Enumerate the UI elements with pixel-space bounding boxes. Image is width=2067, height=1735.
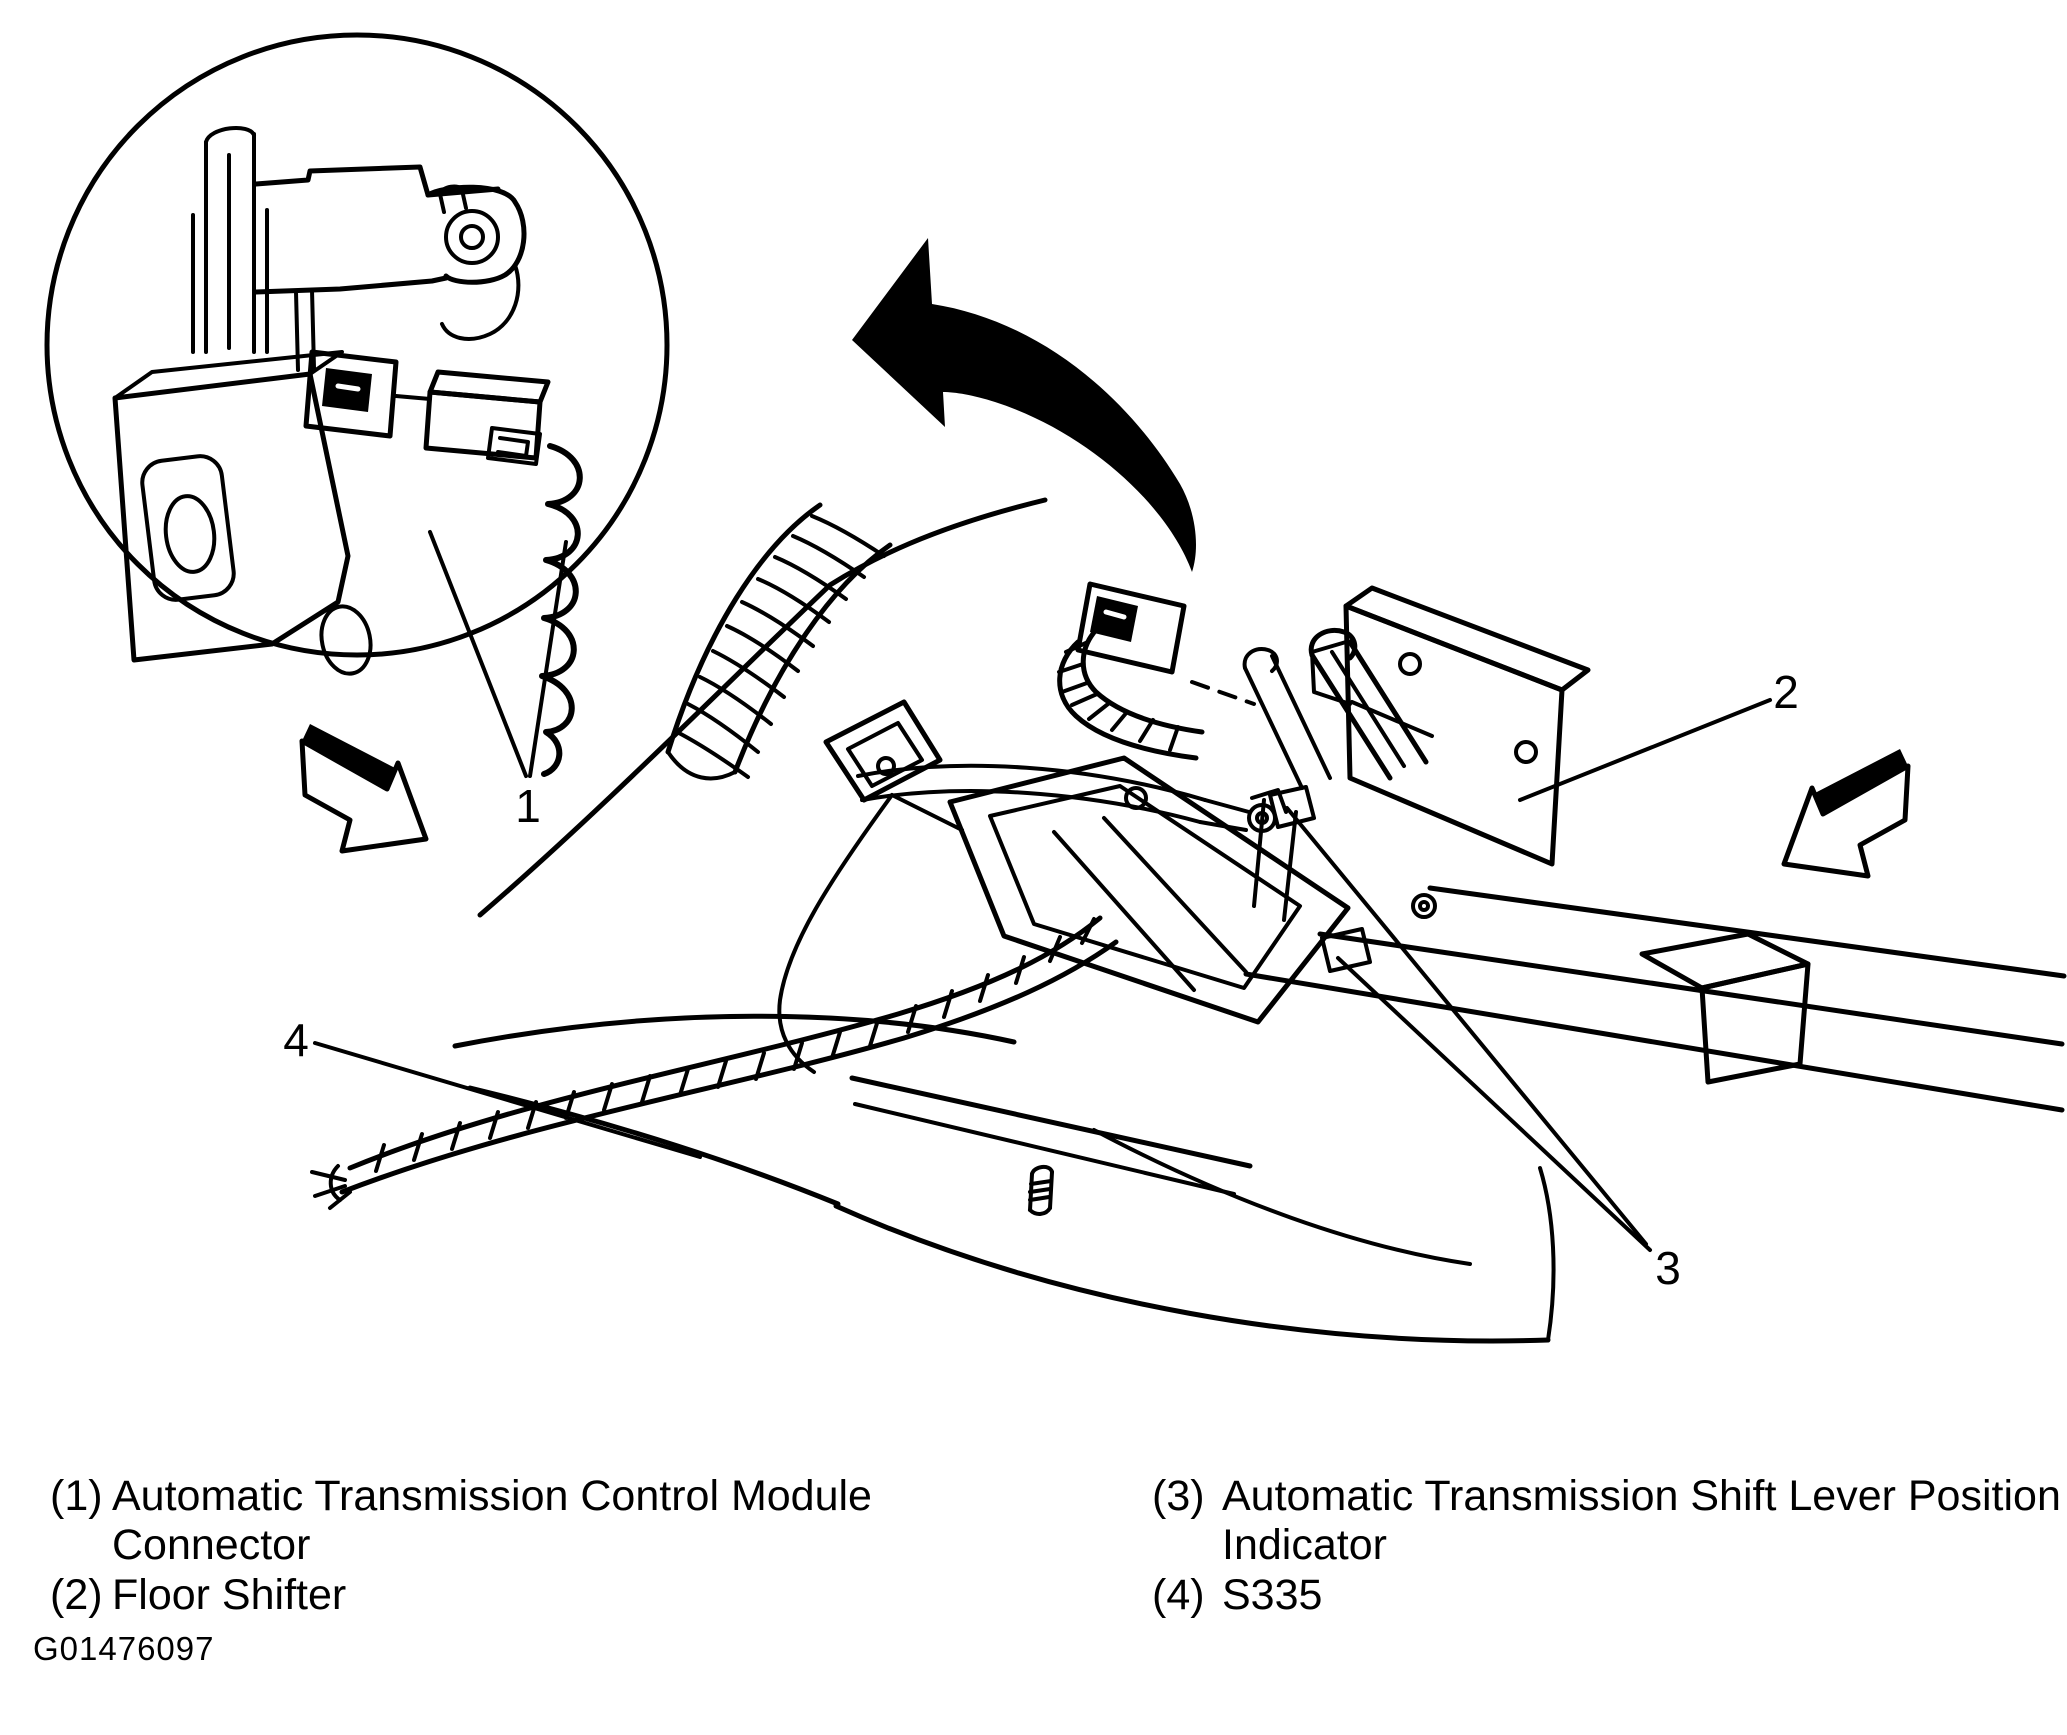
- inset-detail-circle: [47, 35, 667, 655]
- legend-item-1-line2: Connector: [112, 1521, 311, 1569]
- legend-item-3-label: [1222, 1472, 2061, 1570]
- legend-item-1-number: (1): [50, 1472, 103, 1520]
- wrapped-harness-s335: [312, 918, 1116, 1208]
- legend-item-2-label: [112, 1571, 346, 1620]
- legend-item-3-number: (3): [1152, 1472, 1205, 1520]
- legend-item-2-line1: Floor Shifter: [112, 1571, 347, 1619]
- right-direction-arrow-icon: [1784, 749, 1908, 876]
- legend-item-2-number: (2): [50, 1571, 103, 1619]
- callout-4: 4: [283, 1014, 309, 1066]
- legend-item-1-label: [112, 1472, 872, 1570]
- callout-1: 1: [515, 780, 541, 832]
- curved-arrow-icon: [852, 238, 1196, 572]
- callout-2: 2: [1773, 666, 1799, 718]
- legend-item-4-line1: S335: [1222, 1571, 1323, 1619]
- figure-id: G01476097: [33, 1630, 215, 1667]
- main-assembly-drawing: [312, 500, 2064, 1341]
- screw-stud: [1030, 1167, 1052, 1214]
- legend-item-1-line1: Automatic Transmission Control Module: [112, 1472, 872, 1520]
- inset-connector-drawing: [115, 128, 580, 774]
- console-tunnel-lines: [455, 500, 2064, 1341]
- legend-item-3-line2: Indicator: [1222, 1521, 1387, 1569]
- leader-lines: [315, 532, 1770, 1250]
- tunnel-block: [1642, 934, 1808, 1082]
- shift-lever: [1245, 630, 1426, 788]
- legend-item-3-line1: Automatic Transmission Shift Lever Position: [1222, 1472, 2061, 1520]
- callout-3: 3: [1655, 1242, 1681, 1294]
- inset-direction-arrow-icon: [302, 724, 426, 851]
- legend-item-4-number: (4): [1152, 1571, 1205, 1619]
- shift-lever-position-indicator: [826, 702, 1370, 971]
- legend-item-4-label: [1222, 1571, 1322, 1620]
- floor-shifter-bracket-plate: [1312, 588, 1588, 864]
- control-module-connector: [1059, 584, 1254, 758]
- ribbed-conduit: [668, 505, 890, 778]
